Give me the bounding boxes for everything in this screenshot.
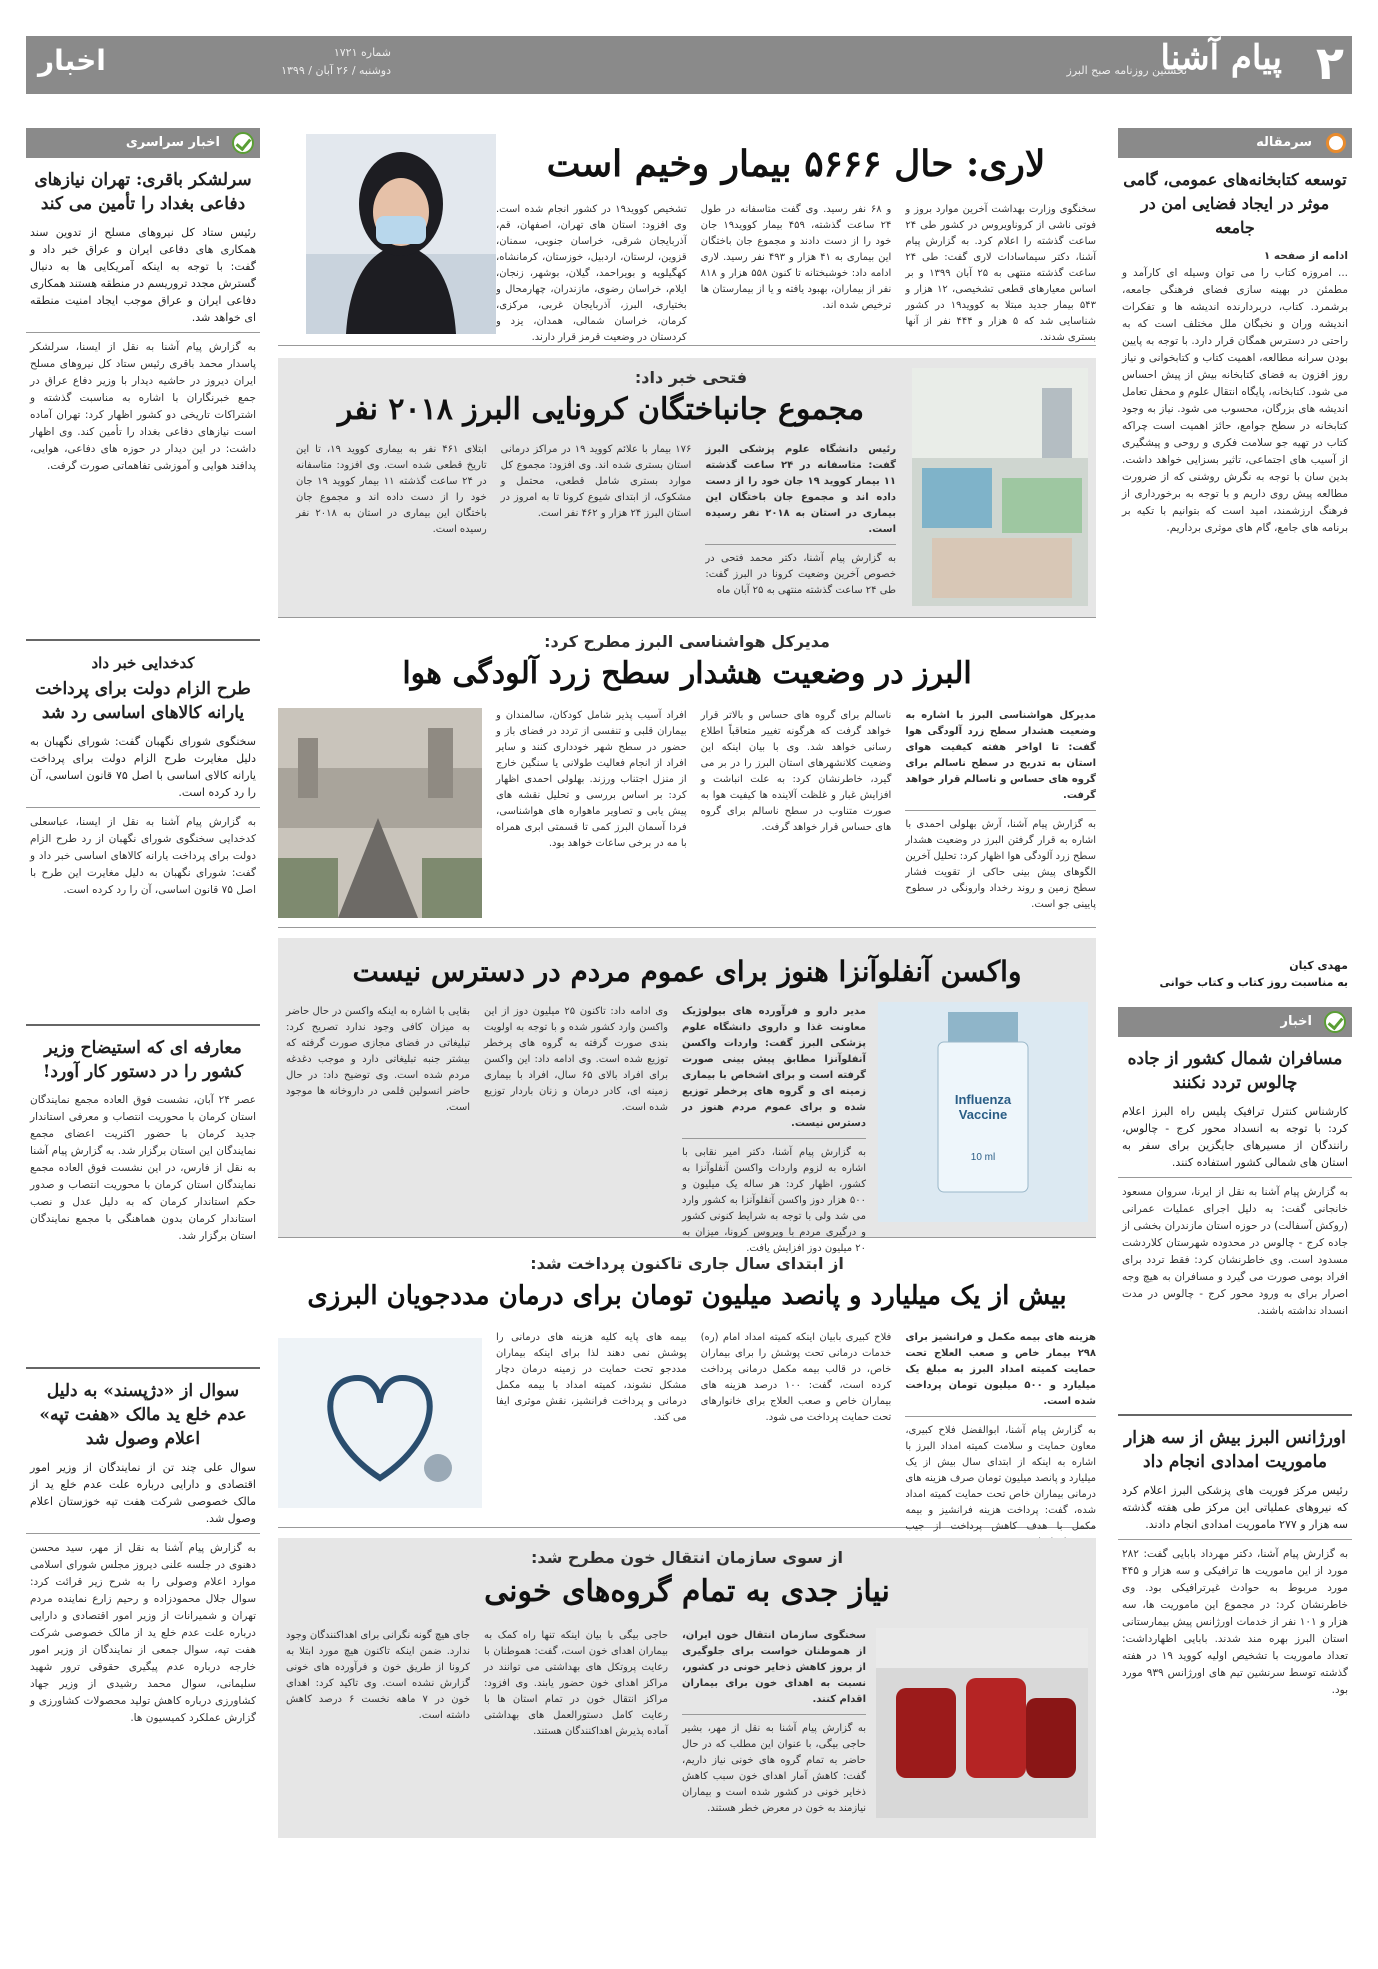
story-lari-col3: تشخیص کووید۱۹ در کشور انجام شده است. وی افزود: استان های تهران، اصفهان، قم، آذربایجان شرقی، خراسان جنوبی، سمنان، قزوین، لرستان، اردبیل، خوزستان، کرمانشاه، کهگیلویه و بویراحمد، گیلان، بوشهر، زنجان، ایلام، خراسان رضوی، مازندران، چهارمحال و بختیاری، البرز، آذربایجان غربی، مرکزی، کرمان، خراسان شمالی، همدان، یزد و کردستان در وضعیت قرمز قرار دارند. — [495, 204, 687, 343]
story-relief-col3: بیمه های پایه کلیه هزینه های درمانی را پوشش نمی دهند لذا برای اینکه بیماران مددجو تحت حمایت در زمینه درمان دچار مشکل نشوند، کمیته امداد با بیمه مکمل درمانی و پرداخت فرانشیز، نقش موثری ایفا می کند. — [495, 1332, 687, 1423]
story-air-lead: مدیرکل هواشناسی البرز با اشاره به وضعیت هشدار سطح زرد آلودگی هوا گفت: تا اواخر هفته کیفیت هوای استان به تدریج در سطح ناسالم برای گروه های حساس و ناسالم قرار خواهد گرفت. — [905, 708, 1096, 811]
smog-graphic — [278, 708, 482, 918]
headline-air-pollution: البرز در وضعیت هشدار سطح زرد آلودگی هوا — [402, 656, 972, 691]
news-title-haft-tappeh: سوال از «دژپسند» به دلیل عدم خلع ید مالک «هفت تپه» اعلام وصول شد — [39, 1381, 247, 1449]
issue-info — [271, 44, 391, 80]
news-title-interior: معارفه ای که استیضاح وزیر کشور را در دستور کار آورد! — [42, 1038, 244, 1082]
news-body-interior: عصر ۲۴ آبان، نشست فوق العاده مجمع نمایندگان استان کرمان با محوریت انتصاب و معرفی استاندار جدید کرمان با حضور اکثریت اعضای مجمع نمایندگان این استان برگزار شد. به گزارش پیام آشنا به نقل از فارس، در این نشست فوق العاده مجمع نمایندگان استان کرمان با محوریت انتصاب و صدور حکم استاندار کرمان که به دلیل عدل و نصب استاندار کرمان بدون هماهنگی با مجمع نمایندگان استان برگزار شد. — [30, 1094, 256, 1242]
editorial-icon — [1326, 133, 1346, 153]
national-news-header: اخبار سراسری — [26, 128, 260, 158]
news-body-chalus: به گزارش پیام آشنا به نقل از ایرنا، سروان مسعود خانجانی گفت: به دلیل اجرای عملیات عمرانی (روکش آسفالت) در حوزه استان مازندران بخشی از جاده کرج - چالوس در محدوده شهرستان کلاردشت مسدود است. وی خاطرنشان کرد: فقط تردد برای افراد بومی صورت می گیرد و مسافران به هیچ وجه اصرار برای به ورود محور کرج - چالوس در مدت انسداد نداشته باشند. — [1122, 1186, 1348, 1317]
headline-alborz-deaths: مجموع جانباختگان کرونایی البرز ۲۰۱۸ نفر — [337, 392, 865, 427]
divider — [26, 1367, 260, 1369]
masthead — [26, 36, 1352, 94]
editorial-occasion: به مناسبت روز کتاب و کتاب خوانی — [1159, 976, 1348, 989]
story-alborz-col2: ۱۷۶ بیمار با علائم کووید ۱۹ در مراکز درمانی استان بستری شده اند. وی افزود: مجموع کل موارد بستری شامل قطعی، محتمل و مشکوک، از ابتدای شیوع کرونا تا به امروز در استان البرز ۲۴ هزار و ۴۶۲ نفر است. — [500, 444, 692, 519]
headline-relief: بیش از یک میلیارد و پانصد میلیون تومان برای درمان مددجویان البرزی — [307, 1281, 1067, 1311]
story-blood-lead: سخنگوی سازمان انتقال خون ایران، از هموطنان خواست برای جلوگیری از بروز کاهش ذخایر خونی در کشور، نسبت به اهدای خون برای بیماران اقدام کنند. — [682, 1628, 866, 1715]
air-pollution-photo — [278, 708, 482, 918]
story-blood-col3: جای هیچ گونه نگرانی برای اهداکنندگان وجود ندارد. ضمن اینکه تاکنون هیچ مورد ابتلا به کرونا از طریق خون و فرآورده های خونی گزارش نشده است. وی تاکید کرد: اهدای خون در ۷ ماهه نخست ۶ درصد کاهش داشته است. — [286, 1630, 470, 1721]
story-lari-col2: و ۶۸ نفر رسید. وی گفت متاسفانه در طول ۲۴ ساعت گذشته، ۴۵۹ بیمار کووید۱۹ جان خود را از دست دادند و مجموع جان باختگان این بیماری به ۴۱ هزار و ۴۹۳ نفر رسید. لاری ادامه داد: خوشبختانه تا کنون ۵۵۸ هزار و ۸۱۸ نفر از بیماران، بهبود یافته و یا از بیمارستان ها ترخیص شده اند. — [700, 204, 892, 311]
blood-bags-graphic — [876, 1628, 1088, 1818]
stethoscope-heart-photo — [278, 1338, 482, 1508]
headline-flu-vaccine: واکسن آنفلوآنزا هنوز برای عموم مردم در دسترس نیست — [352, 955, 1022, 988]
hospital-graphic — [912, 368, 1088, 606]
section-title: اخبار — [38, 44, 106, 77]
story-vaccine-col3: بقایی با اشاره به اینکه واکسن در حال حاضر به میزان کافی وجود ندارد تصریح کرد: تبلیغاتی در فضای مجازی صورت گرفته که بیشتر جنبه تبلیغاتی دارد و موجب دغدغه مردم شده است. وی توضیح داد: در حال حاضر انسولین قلمی در داروخانه ها موجود است. — [286, 1006, 470, 1113]
story-alborz-col1: به گزارش پیام آشنا، دکتر محمد فتحی در خصوص آخرین وضعیت کرونا در البرز گفت: طی ۲۴ ساعت گذشته منتهی به ۲۵ آبان ماه — [705, 553, 896, 596]
story-vaccine-lead: مدیر دارو و فرآورده های بیولوژیک معاونت غذا و داروی دانشگاه علوم پزشکی البرز گفت: واردات واکسن آنفلوآنزا مطابق پیش بینی صورت گرفته است و برای اشخاص با بیماری زمینه ای و گروه های پرخطر توزیع شده و برای عموم مردم هنوز در دسترس نیست. — [682, 1004, 866, 1139]
story-alborz-lead: رئیس دانشگاه علوم پزشکی البرز گفت: متاسفانه در ۲۴ ساعت گذشته ۱۱ بیمار کووید ۱۹ جان خود را از دست داده اند و مجموع جان باختگان این بیماری در استان به ۲۰۱۸ نفر رسیده است. — [705, 442, 896, 545]
news-lead-subsidy: سخنگوی شورای نگهبان گفت: شورای نگهبان به دلیل مغایرت طرح الزام دولت برای پرداخت یارانه کالای اساسی با اصل ۷۵ قانون اساسی، آن را رد کرده است. — [26, 733, 260, 808]
divider — [26, 1024, 260, 1026]
check-icon — [232, 132, 254, 154]
news-body-bagheri: به گزارش پیام آشنا به نقل از ایسنا، سرلشکر پاسدار محمد باقری رئیس ستاد کل نیروهای مسلح ایران دیروز در حاشیه دیدار با وزیر دفاع عراق در جمع خبرنگاران با اشاره به مناسبت گذشته و اشتراکات تاریخی دو کشور اظهار کرد: تهران آماده است نیازهای دفاعی بغداد را تأمین کند. وی اظهار داشت: در این دیدار در حوزه های دفاعی، هوایی، پدافند هوایی و آموزشی تفاهماتی صورت گرفت. — [30, 341, 256, 472]
news-kicker-kadkhodaei: کدخدایی خبر داد — [91, 654, 195, 672]
page-number: ۲ — [1315, 36, 1344, 90]
headline-lari: لاری: حال ۵۶۶۶ بیمار وخیم است — [546, 143, 1046, 185]
hospital-ward-photo — [912, 368, 1088, 606]
news-body-haft-tappeh: به گزارش پیام آشنا به نقل از مهر، سید محسن دهنوی در جلسه علنی دیروز مجلس شورای اسلامی موارد اعلام وصولی را به شرح زیر قرائت کرد: سوال جلال محمودزاده و رحیم زارع نماینده مردم تهران و شمیرانات از وزیر امور اقتصادی و دارایی درباره علت عدم خلع ید از مالک خصوصی شرکت هفت تپه، سوال جمعی از نمایندگان از وزیر امور خارجه درباره عدم پیگیری حقوقی ترور شهید سلیمانی، سوال محمد رشیدی از وزیر جهاد کشاورزی درباره کاهش تولید محصولات کشاورزی و گزارش عملکرد کمیسیون ها. — [30, 1542, 256, 1724]
story-air-col2: ناسالم برای گروه های حساس و بالاتر قرار خواهد گرفت که هرگونه تغییر متعاقباً اطلاع رسانی خواهد شد. وی با بیان اینکه این وضعیت کلانشهرهای استان البرز را در بر می گیرد، خاطرنشان کرد: به علت انباشت و افزایش غبار و غلظت آلاینده ها کیفیت هوا به صورت متناوب در سطح ناسالم برای گروه های حساس قرار خواهد گرفت. — [700, 710, 892, 833]
story-flu-vaccine — [278, 938, 1096, 1254]
story-relief-committee — [278, 1248, 1096, 1532]
main-column — [278, 128, 1096, 1948]
kicker-meteorology: مدیرکل هواشناسی البرز مطرح کرد: — [544, 632, 830, 651]
story-vaccine-col2: وی ادامه داد: تاکنون ۲۵ میلیون دوز از این واکسن وارد کشور شده و با توجه به اولویت بندی صورت گرفته به گروه های پرخطر توزیع شده است. وی ادامه داد: این واکسن برای افراد بالای ۶۵ سال، افراد با بیماری زمینه ای، کادر درمان و زنان باردار توزیع شده است. — [484, 1006, 668, 1113]
issue-date: دوشنبه / ۲۶ آبان / ۱۳۹۹ — [281, 64, 391, 77]
story-air-col1: به گزارش پیام آشنا، آرش بهلولی احمدی با اشاره به قرار گرفتن البرز در وضعیت هشدار سطح زرد آلودگی هوا اظهار کرد: تحلیل آخرین الگوهای پیش بینی حاکی از تقویت فشار سطح زمین و روند رخداد وارونگی در سطوح پایینی جو است. — [905, 819, 1096, 910]
news-lead-emergency: رئیس مرکز فوریت های پزشکی البرز اعلام کرد که نیروهای عملیاتی این مرکز طی هفته گذشته سه هزار و ۲۷۷ ماموریت امدادی انجام دادند. — [1118, 1482, 1352, 1540]
story-air-col3: افراد آسیب پذیر شامل کودکان، سالمندان و بیماران قلبی و تنفسی از تردد در فضای باز و حضور در سطح شهر خودداری کنند و سایر افراد از انجام فعالیت طولانی یا سنگین خارج از منزل اجتناب ورزند. بهلولی احمدی اظهار کرد: بر اساس بررسی و تحلیل نقشه های پیش یابی و تصاویر ماهواره های هواشناسی، فردا آسمان البرز کمی تا قسمتی ابری همراه با مه در برخی ساعات خواهد بود. — [495, 710, 687, 849]
news-lead-haft-tappeh: سوال علی چند تن از نمایندگان از وزیر امور اقتصادی و دارایی درباره علت عدم خلع ید از مالک خصوصی شرکت هفت تپه خوزستان اعلام وصول شد. — [26, 1459, 260, 1534]
news-lead-chalus: کارشناس کنترل ترافیک پلیس راه البرز اعلام کرد: با توجه به انسداد محور کرج - چالوس، رانندگان از مسیرهای جایگزین برای سفر به استان های شمالی کشور استفاده کنند. — [1118, 1103, 1352, 1178]
issue-number: شماره ۱۷۲۱ — [333, 46, 391, 59]
news-body-subsidy: به گزارش پیام آشنا به نقل از ایسنا، عباسعلی کدخدایی سخنگوی شورای نگهبان از رد طرح الزام دولت برای پرداخت یارانه کالاهای اساسی خبر داد و گفت: شورای نگهبان به دلیل مغایرت این طرح با اصل ۷۵ قانون اساسی، آن را رد کرده است. — [30, 816, 256, 896]
kicker-relief: از ابتدای سال جاری تاکنون پرداخت شد: — [530, 1254, 844, 1273]
vaccine-dose: 10 ml — [970, 1152, 996, 1163]
story-air-pollution — [278, 628, 1096, 928]
blood-bags-photo — [876, 1628, 1088, 1818]
editorial-continue: ادامه از صفحه ۱ — [1263, 250, 1348, 262]
news-title-subsidy: طرح الزام دولت برای پرداخت یارانه کالاهای اساسی رد شد — [35, 679, 251, 723]
vaccine-photo — [878, 1002, 1088, 1222]
left-column — [26, 128, 260, 1830]
editorial-header: سرمقاله — [1118, 128, 1352, 158]
story-blood-col1: به گزارش پیام آشنا به نقل از مهر، بشیر حاجی بیگی، با عنوان این مطلب که در حال حاضر به تمام گروه های خونی نیاز داریم، گفت: کاهش آمار اهدای خون سبب کاهش ذخایر خونی در کشور شده است و بیماران نیازمند به خون در معرض خطر هستند. — [682, 1723, 866, 1814]
story-lari — [278, 128, 1096, 346]
kicker-blood: از سوی سازمان انتقال خون مطرح شد: — [530, 1548, 844, 1567]
headline-blood: نیاز جدی به تمام گروه‌های خونی — [484, 1574, 890, 1609]
divider — [26, 639, 260, 641]
news-title-bagheri: سرلشکر باقری: تهران نیازهای دفاعی بغداد را تأمین می کند — [34, 170, 252, 214]
editorial-body: ... امروزه کتاب را می توان وسیله ای کارآمد و مطمئن در بهینه سازی فضای فرهنگی جامعه، برشمرد. کتاب، دربردارنده اندیشه ها و تفکرات اندیشه وران و نخبگان ملل مختلف است که به راحتی در دسترس همگان قرار دارد. با توجه به پایین بودن سرانه مطالعه، اهمیت کتاب و کتابخوانی و نیاز روز افزون به فضای کتابخانه بیش از پیش احساس می شود. کتابخانه، پایگاه انتقال علوم و محفل تعامل اندیشه های بزرگان، محسوب می شود. نیاز به وجود کتابخانه در سطح جوامع، حائز اهمیت است چراکه کتاب در تهیه جو سلامت فکری و روحی و پیشگیری از آسیب های اجتماعی، تاثیر بسزایی خواهد داشت. بدین سان با توجه به نگرش روشنی که از ضرورت مطالعه پیش روی داریم و با توجه به برخورداری از فرهنگ ارزشمند، امید است که بتوانیم با تکیه بر برنامه های جامع، گام های موثری برداریم. — [1122, 267, 1348, 534]
divider — [1118, 1414, 1352, 1416]
portrait-photo — [306, 134, 496, 334]
news-body-emergency: به گزارش پیام آشنا، دکتر مهرداد بابایی گفت: ۲۸۲ مورد از این ماموریت ها ترافیکی و سه هزار و ۴۴۵ مورد مربوط به حوادث غیرترافیکی بود. وی خاطرنشان کرد: در مجموع این ماموریت ها، سه هزار و ۱۰۱ نفر از خدمات اورژانس پیش بیمارستانی استان البرز بهره مند شدند. بابایی اظهارداشت: تعداد ماموریت با تشخیص اولیه کووید ۱۹ در هفته گذشته توسط سرنشین تیم های اورژانس ۹۳۹ مورد بود. — [1122, 1548, 1348, 1696]
news-lead-bagheri: رئیس ستاد کل نیروهای مسلح از تدوین سند همکاری های دفاعی ایران و عراق خبر داد و گفت: با توجه به اینکه آمریکایی ها به دنبال گسترش مجدد تروریسم در منطقه هستند همکاری دفاعی ایران و عراق موجب ایجاد امنیت منطقه ای خواهد شد. — [26, 224, 260, 333]
editorial-author: مهدی کیان — [1289, 959, 1348, 972]
story-blood-donation — [278, 1538, 1096, 1838]
vaccine-label: Influenza Vaccine — [954, 1092, 1012, 1122]
story-relief-lead: هزینه های بیمه مکمل و فرانشیز برای ۲۹۸ بیمار خاص و صعب العلاج تحت حمایت کمیته امداد البرز به مبلغ یک میلیارد و ۵۰۰ میلیون تومان پرداخت شده است. — [905, 1330, 1096, 1417]
story-relief-col2: فلاح کبیری بابیان اینکه کمیته امداد امام (ره) خدمات درمانی تحت پوشش را برای بیماران خاص، در قالب بیمه مکمل درمانی پرداخت کرده است، گفت: ۱۰۰ درصد هزینه های بیماران خاص و صعب العلاج برای خانوارهای تحت حمایت پرداخت می شود. — [700, 1332, 892, 1423]
newspaper-logo: پیام آشنا — [1160, 38, 1282, 78]
news-title-chalus: مسافران شمال کشور از جاده چالوس تردد نکنند — [1127, 1049, 1343, 1093]
story-blood-col2: حاجی بیگی با بیان اینکه تنها راه کمک به بیماران اهدای خون است، گفت: هموطنان با رعایت پروتکل های بهداشتی می توانند در مراکز اهدای خون حضور یابند. وی افزود: مراکز انتقال خون در تمام استان ها با رعایت کامل دستورالعمل های بهداشتی آماده پذیرش اهداکنندگان هستند. — [484, 1630, 668, 1737]
story-vaccine-col1: به گزارش پیام آشنا، دکتر امیر نقابی با اشاره به لزوم واردات واکسن آنفلوآنزا به کشور، اظهار کرد: هر ساله یک میلیون و ۵۰۰ هزار دوز واکسن آنفلوآنزا به کشور وارد می شد ولی با توجه به شرایط کنونی کشور و درگیری مردم با ویروس کرونا، میزان به ۲۰ میلیون دوز افزایش یافت. — [682, 1147, 866, 1254]
stethoscope-graphic — [278, 1338, 482, 1508]
story-relief-col1: به گزارش پیام آشنا، ابوالفضل فلاح کبیری، معاون حمایت و سلامت کمیته امداد البرز با اشاره به اینکه از ابتدای سال بیش از یک میلیارد و پانصد میلیون تومان صرف هزینه های درمانی بیماران خاص تحت حمایت کمیته امداد شده، گفت: پرداخت هزینه فرانشیز و بیمه مکمل با هدف کاهش پرداخت از جیب — [905, 1425, 1096, 1532]
portrait-graphic — [306, 134, 496, 334]
right-column — [1118, 128, 1352, 1816]
editorial-title: توسعه کتابخانه‌های عمومی، گامی موثر در ایجاد فضایی امن در جامعه — [1123, 170, 1347, 237]
check-icon — [1324, 1011, 1346, 1033]
story-alborz-deaths — [278, 358, 1096, 618]
news-title-emergency: اورژانس البرز بیش از سه هزار ماموریت امدادی انجام داد — [1124, 1428, 1346, 1472]
story-lari-col1: سخنگوی وزارت بهداشت آخرین موارد بروز و فوتی ناشی از کروناویروس در کشور طی ۲۴ ساعت گذشته را اعلام کرد. به گزارش پیام آشنا، دکتر سیماسادات لاری گفت: طی ۲۴ ساعت گذشته منتهی به ۲۵ آبان ۱۳۹۹ و بر اساس معیارهای قطعی تشخیصی، ۱۲ هزار و ۵۴۳ بیمار جدید مبتلا به کووید۱۹ در کشور شناسایی شد که ۵ هزار و ۴۴۴ نفر از آنها بستری شدند. — [905, 204, 1096, 343]
kicker-fathi: فتحی خبر داد: — [634, 368, 748, 387]
story-alborz-col3: ابتلای ۴۶۱ نفر به بیماری کووید ۱۹، تا این تاریخ قطعی شده است. وی افزود: متاسفانه در ۲۴ ساعت گذشته ۱۱ بیمار کووید ۱۹ جان خود را از دست داده اند و مجموع جان باختگان این بیماری در استان به ۲۰۱۸ نفر رسیده است. — [295, 444, 487, 535]
tagline: نخستین روزنامه صبح البرز — [1066, 64, 1187, 77]
news-header: اخبار — [1118, 1007, 1352, 1037]
